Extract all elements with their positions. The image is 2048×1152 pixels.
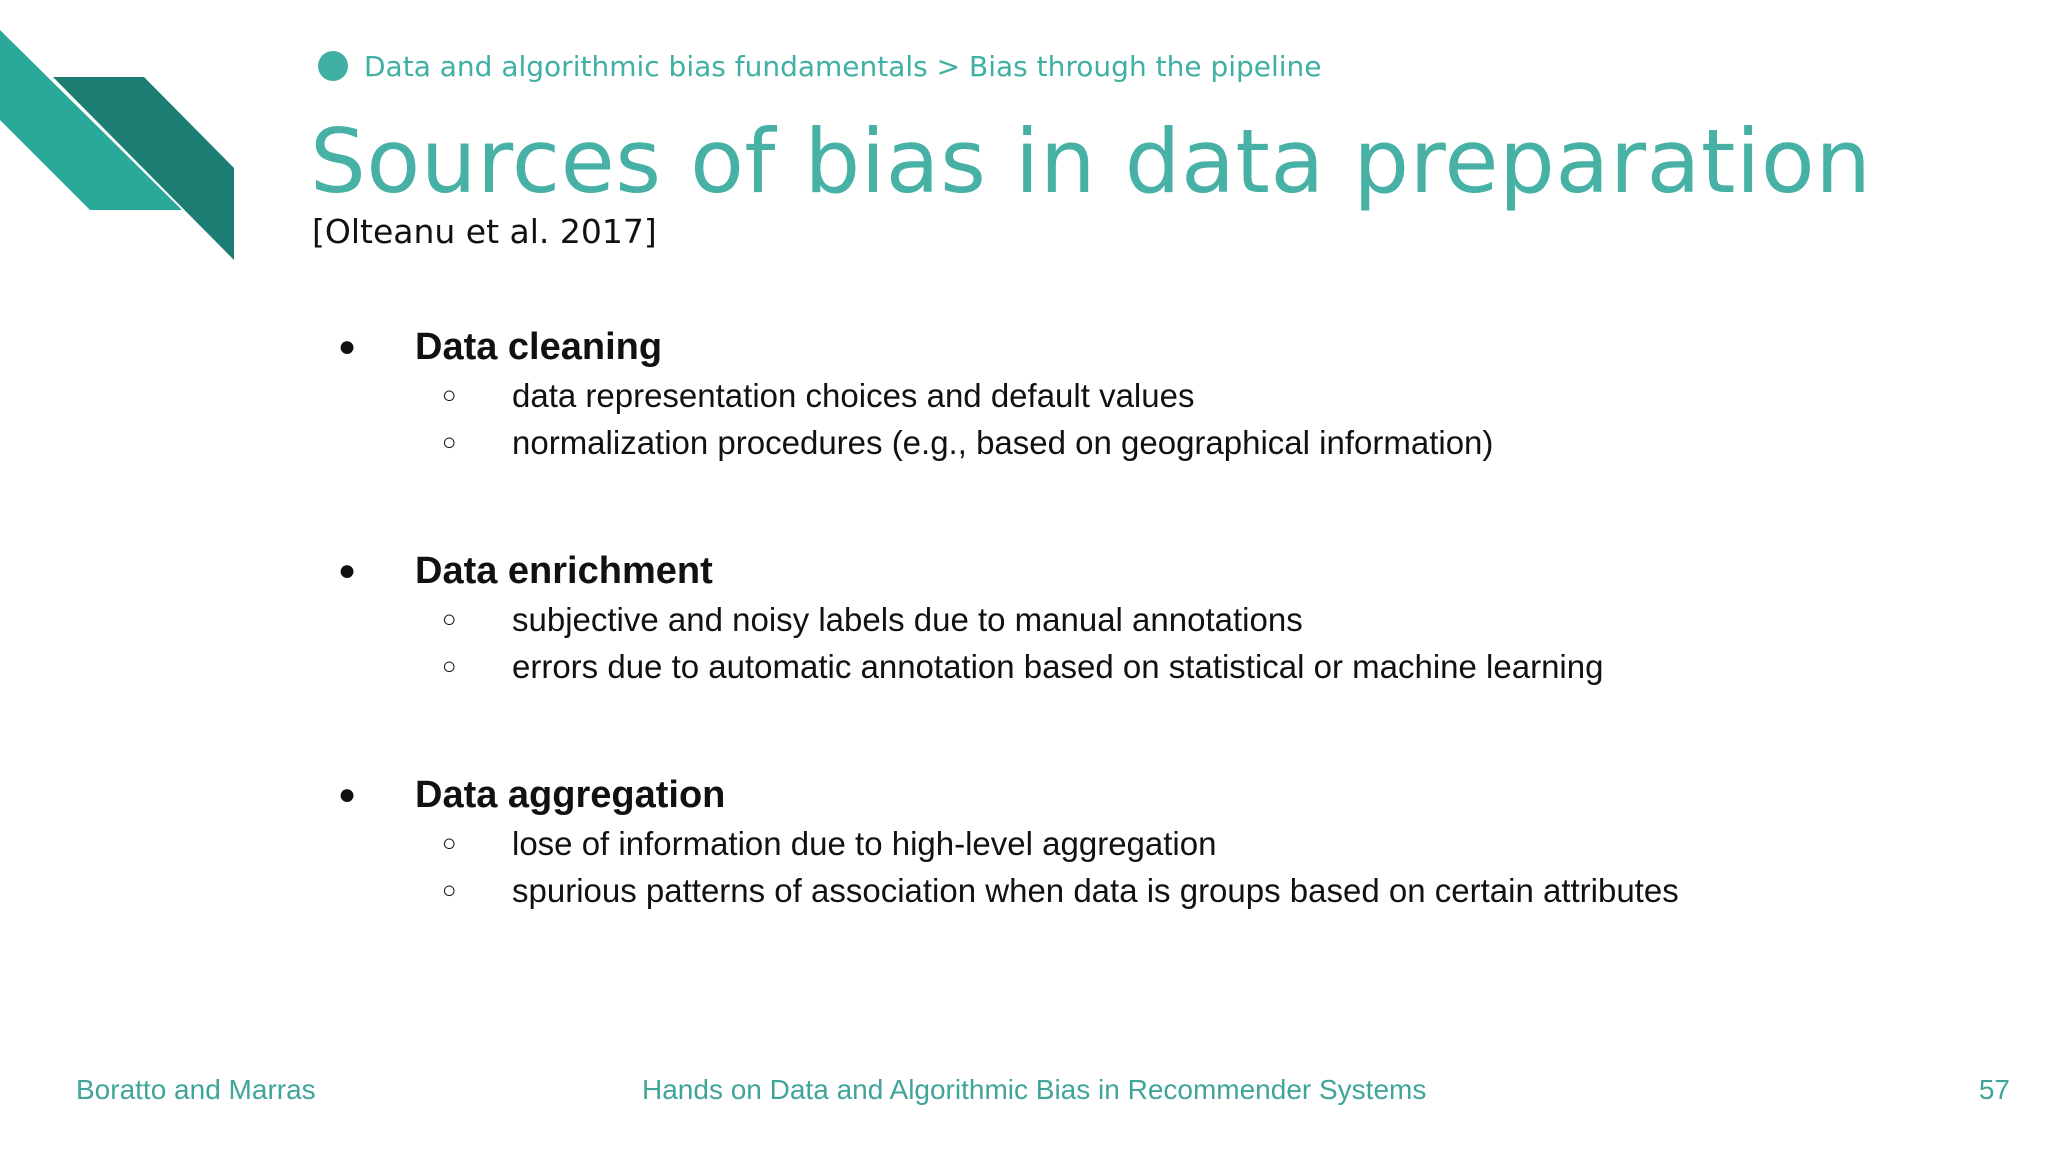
sub-bullet-icon: ○	[442, 829, 457, 857]
sub-bullet-icon: ○	[442, 605, 457, 633]
sub-bullet-icon: ○	[442, 876, 457, 904]
section-heading: Data cleaning	[415, 325, 663, 368]
corner-decoration	[0, 0, 240, 270]
breadcrumb-dot-icon	[318, 51, 348, 81]
page-number: 57	[1978, 1074, 2010, 1105]
list-item: lose of information due to high-level aggregation	[512, 824, 1217, 862]
breadcrumb	[318, 48, 1322, 84]
list-item: normalization procedures (e.g., based on geographical information)	[512, 423, 1494, 461]
list-item: subjective and noisy labels due to manual annotations	[512, 600, 1303, 638]
bullet-icon: ●	[338, 778, 357, 811]
page-title: Sources of bias in data preparation	[310, 110, 1872, 213]
section-heading: Data aggregation	[415, 773, 726, 816]
citation: [Olteanu et al. 2017]	[312, 212, 657, 251]
sub-bullet-icon: ○	[442, 652, 457, 680]
sub-bullet-icon: ○	[442, 381, 457, 409]
footer-course-title: Hands on Data and Algorithmic Bias in Recommender Systems	[642, 1074, 1427, 1105]
list-item: errors due to automatic annotation based on statistical or machine learning	[512, 647, 1604, 685]
section-data-enrichment	[330, 546, 1603, 690]
footer-authors: Boratto and Marras	[76, 1074, 316, 1105]
breadcrumb-text: Data and algorithmic bias fundamentals > Bias through the pipeline	[364, 49, 1322, 83]
list-item: spurious patterns of association when data is groups based on certain attributes	[512, 871, 1679, 909]
bullet-icon: ●	[338, 554, 357, 587]
section-heading: Data enrichment	[415, 549, 713, 592]
sub-bullet-icon: ○	[442, 428, 457, 456]
section-data-cleaning	[330, 322, 1493, 466]
section-data-aggregation	[330, 770, 1679, 914]
list-item: data representation choices and default values	[512, 376, 1195, 414]
bullet-icon: ●	[338, 330, 357, 363]
